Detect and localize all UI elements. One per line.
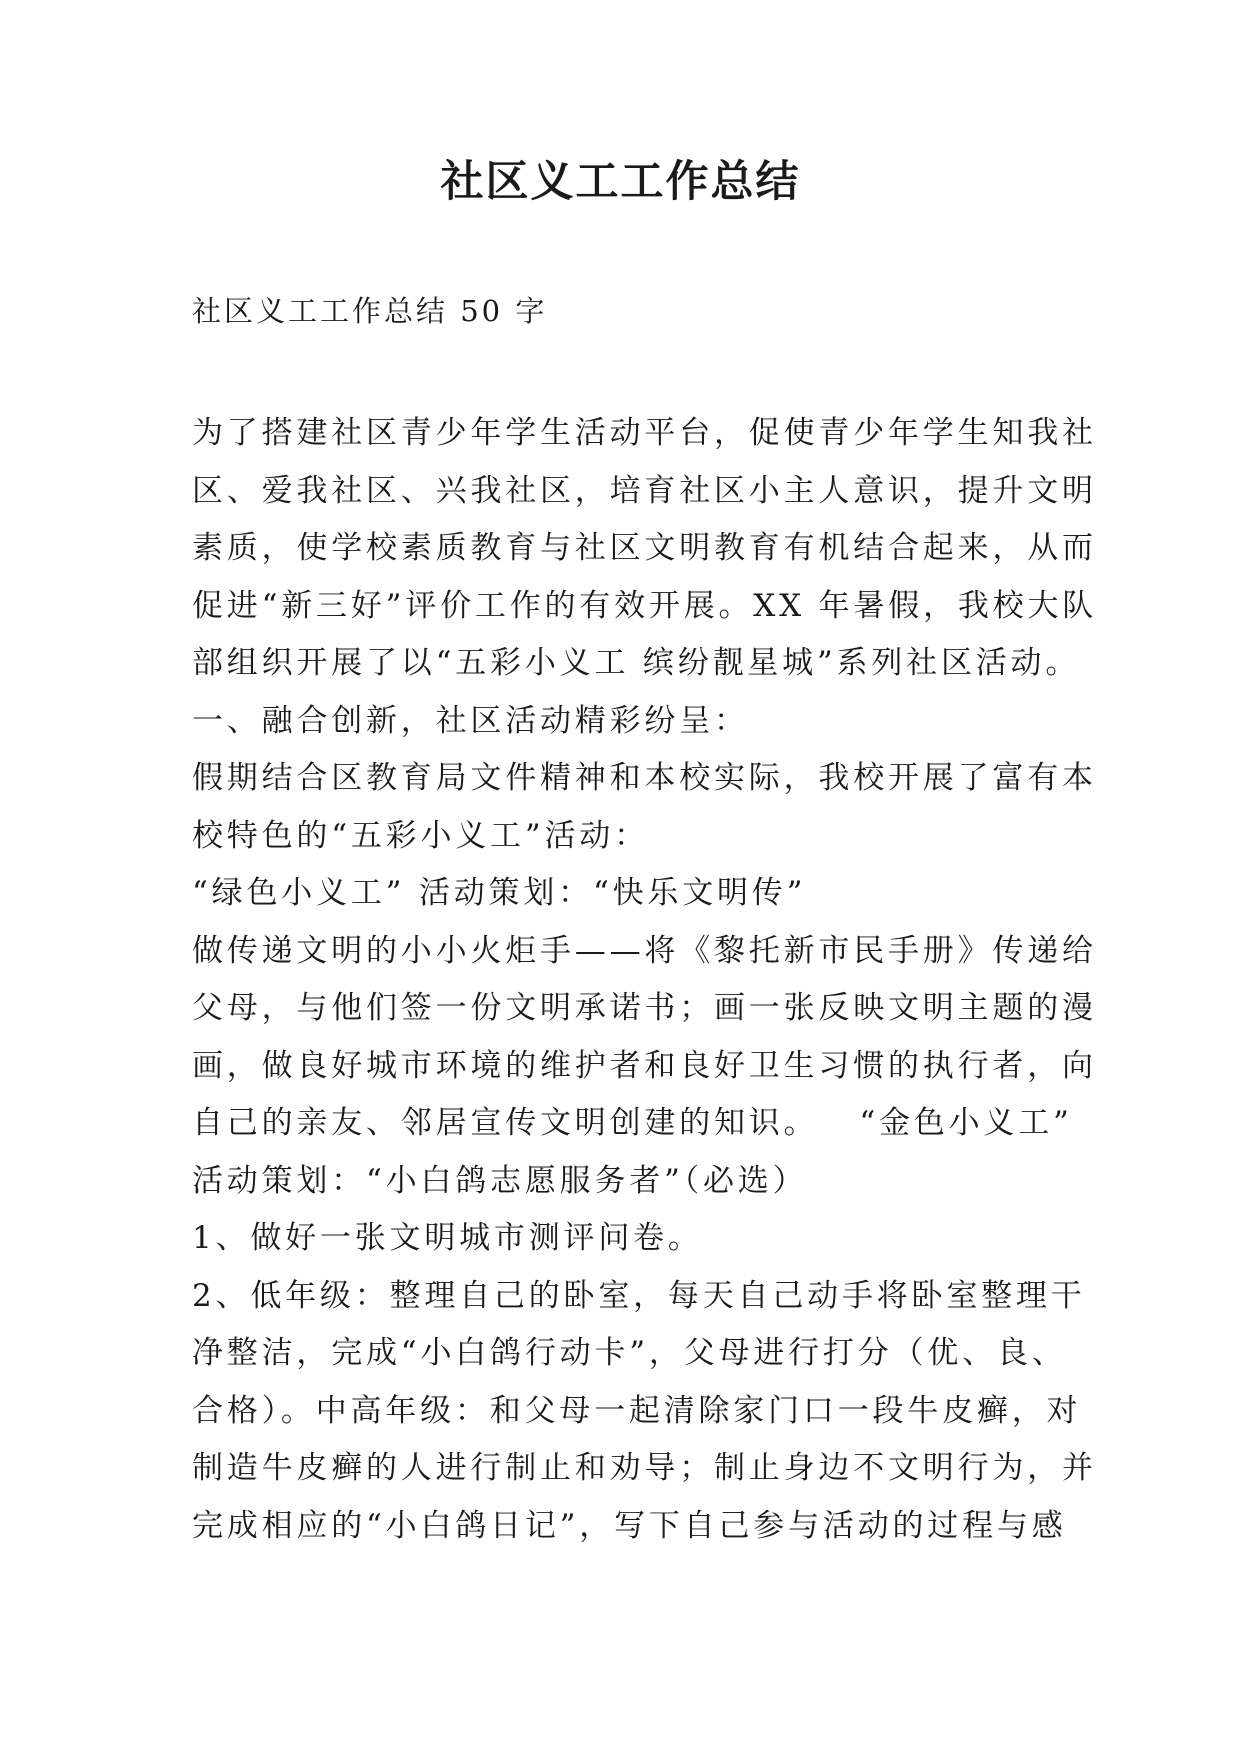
body-line: 父母，与他们签一份文明承诺书；画一张反映文明主题的漫 [192,990,1097,1026]
activity-heading: “绿色小义工” 活动策划：“快乐文明传” [192,875,807,911]
body-line: 做传递文明的小小火炬手——将《黎托新市民手册》传递给 [192,932,1097,969]
activity-heading: 活动策划：“小白鸽志愿服务者”（必选） [192,1162,808,1199]
body-line: 合格）。中高年级：和父母一起清除家门口一段牛皮癣，对 [192,1392,1082,1429]
body-line: 自己的亲友、邻居宣传文明创建的知识。 “金色小义工” [192,1105,1073,1141]
body-line: 制造牛皮癣的人进行制止和劝导；制止身边不文明行为，并 [192,1450,1097,1486]
body-line: 完成相应的“小白鸽日记”，写下自己参与活动的过程与感 [192,1507,1067,1544]
list-item: 1、做好一张文明城市测评问卷。 [192,1220,703,1256]
list-item: 2、低年级：整理自己的卧室，每天自己动手将卧室整理干 [192,1277,1086,1314]
body-line: 画，做良好城市环境的维护者和良好卫生习惯的执行者，向 [192,1047,1097,1084]
body-line: 校特色的“五彩小义工”活动： [192,817,649,854]
section-heading: 一、融合创新，社区活动精彩纷呈： [192,702,749,739]
document-body [192,405,1098,1555]
body-line: 促进“新三好”评价工作的有效开展。XX 年暑假，我校大队 [192,587,1098,624]
document-subtitle: 社区义工工作总结 50 字 [192,294,548,328]
body-line: 假期结合区教育局文件精神和本校实际，我校开展了富有本 [192,760,1097,796]
body-line: 为了搭建社区青少年学生活动平台，促使青少年学生知我社 [192,415,1097,451]
document-title: 社区义工工作总结 [440,157,801,207]
body-line: 区、爱我社区、兴我社区，培育社区小主人意识，提升文明 [192,472,1097,509]
body-line: 素质，使学校素质教育与社区文明教育有机结合起来，从而 [192,530,1097,566]
body-line: 净整洁，完成“小白鸽行动卡”，父母进行打分（优、良、 [192,1335,1067,1371]
body-line: 部组织开展了以“五彩小义工 缤纷靓星城”系列社区活动。 [192,645,1081,681]
